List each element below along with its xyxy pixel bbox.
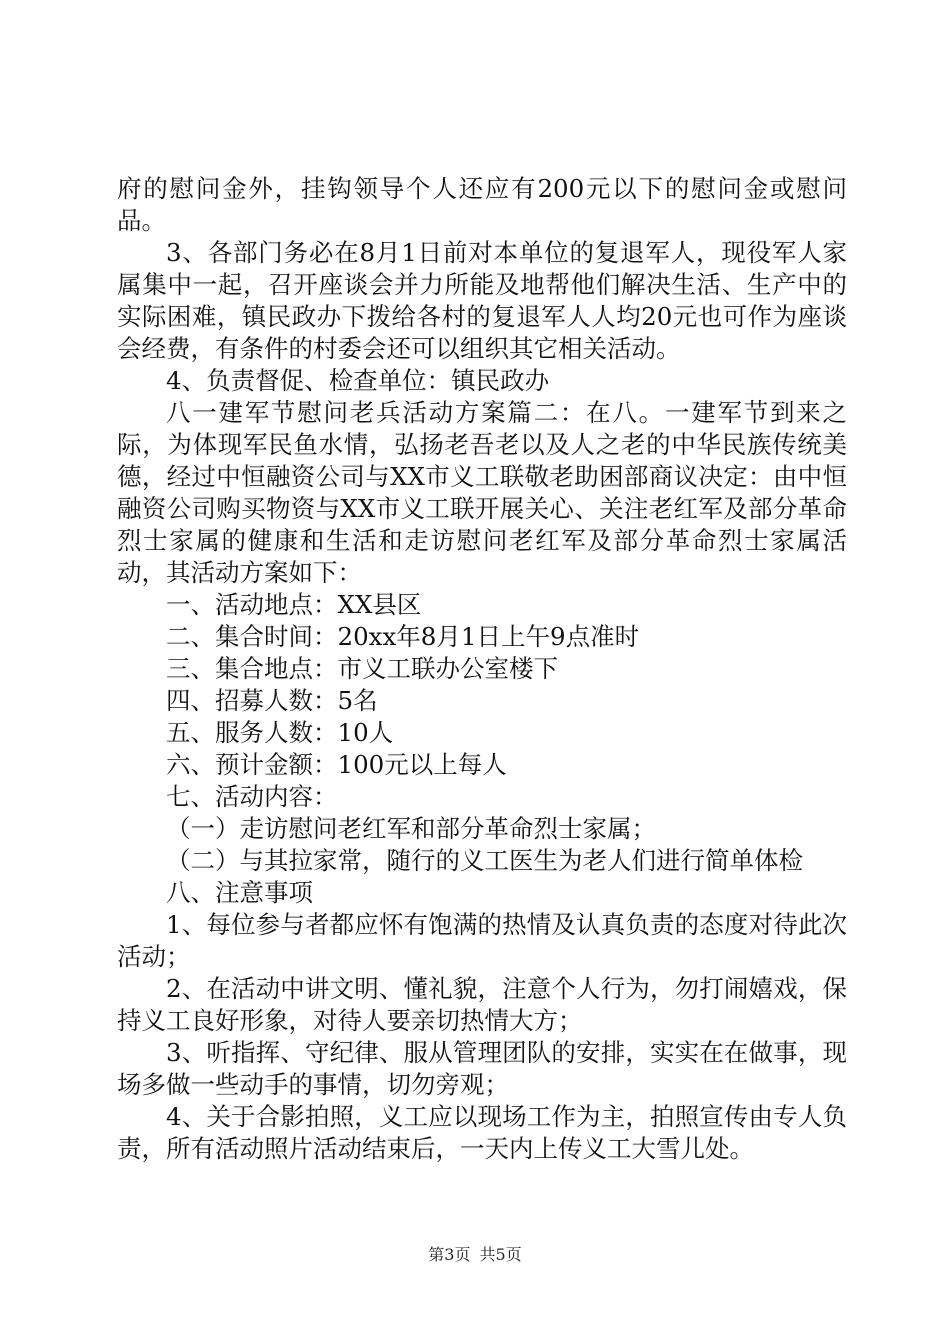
- paragraph: 八一建军节慰问老兵活动方案篇二：在八。一建军节到来之际，为体现军民鱼水情，弘扬老吾老以及人之老的中华民族传统美德，经过中恒融资公司与XX市义工联敬老助困部商议决定：由中恒融资公司购买物资与XX市义工联开展关心、关注老红军及部分革命烈士家属的健康和生活和走访慰问老红军及部分革命烈士家属活动，其活动方案如下：: [117, 398, 847, 587]
- list-item: 四、招募人数：5名: [166, 686, 378, 715]
- page-total: 共5页: [479, 1245, 522, 1264]
- list-item: 3、听指挥、守纪律、服从管理团队的安排，实实在在做事，现场多做一些动手的事情，切勿旁观；: [117, 1038, 847, 1099]
- page-number: 第3页: [428, 1245, 471, 1264]
- list-item: （二）与其拉家常，随行的义工医生为老人们进行简单体检: [166, 846, 803, 875]
- list-item: 2、在活动中讲文明、懂礼貌，注意个人行为，勿打闹嬉戏，保持义工良好形象，对待人要亲切热情大方；: [117, 974, 847, 1035]
- list-item: 七、活动内容：: [166, 782, 338, 811]
- list-item: 五、服务人数：10人: [166, 718, 394, 747]
- list-item: （一）走访慰问老红军和部分革命烈士家属；: [166, 814, 656, 843]
- page-footer: [0, 1245, 950, 1265]
- list-item: 一、活动地点：XX县区: [166, 590, 422, 619]
- paragraph: 3、各部门务必在8月1日前对本单位的复退军人，现役军人家属集中一起，召开座谈会并力所能及地帮他们解决生活、生产中的实际困难，镇民政办下拨给各村的复退军人人均20元也可作为座谈会经费，有条件的村委会还可以组织其它相关活动。: [117, 238, 847, 363]
- list-item: 三、集合地点：市义工联办公室楼下: [166, 654, 558, 683]
- section-heading: 八、注意事项: [166, 878, 313, 907]
- list-item: 二、集合时间：20xx年8月1日上午9点准时: [166, 622, 640, 651]
- list-item: 1、每位参与者都应怀有饱满的热情及认真负责的态度对待此次活动；: [117, 910, 847, 971]
- list-item: 六、预计金额：100元以上每人: [166, 750, 507, 779]
- document-body: [117, 173, 847, 1165]
- paragraph: 府的慰问金外，挂钩领导个人还应有200元以下的慰问金或慰问品。: [117, 174, 847, 235]
- paragraph: 4、负责督促、检查单位：镇民政办: [166, 366, 550, 395]
- list-item: 4、关于合影拍照，义工应以现场工作为主，拍照宣传由专人负责，所有活动照片活动结束后，一天内上传义工大雪儿处。: [117, 1102, 847, 1163]
